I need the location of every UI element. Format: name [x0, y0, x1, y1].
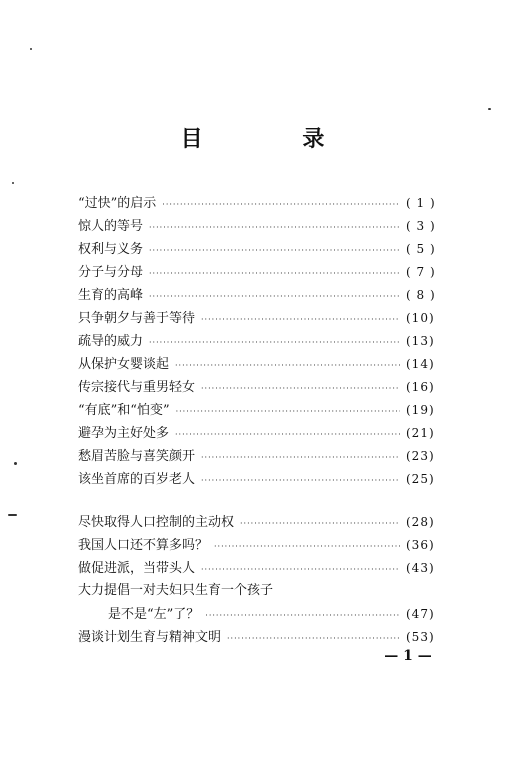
toc-entry [78, 559, 450, 577]
toc-entry-title: 只争朝夕与善于等待 [78, 311, 196, 326]
toc-entry-title: 是不是“左”了？ [108, 607, 200, 622]
toc-entry [78, 424, 450, 442]
leader-dots [176, 403, 400, 421]
toc-entry-page: ( 5 ) [406, 242, 436, 256]
toc-entry [78, 332, 450, 350]
toc-entry [78, 309, 450, 327]
toc-entry-title: 避孕为主好处多 [78, 426, 170, 441]
toc-entry-page: (21) [406, 426, 435, 440]
leader-dots [205, 607, 400, 625]
toc-entry [78, 401, 450, 419]
toc-entry [78, 513, 450, 531]
toc-entry [78, 217, 450, 235]
toc-entry-title: 疏导的威力 [78, 334, 144, 349]
scan-speck [12, 182, 14, 184]
toc-entry-continuation [78, 605, 450, 623]
leader-dots [214, 538, 400, 556]
toc-entry-page: ( 8 ) [406, 288, 436, 302]
toc-entry [78, 447, 450, 465]
toc-entry [78, 582, 450, 600]
toc-entry-title: 做促进派，当带头人 [78, 561, 196, 576]
toc-entry-title: 分子与分母 [78, 265, 144, 280]
leader-dots [149, 219, 400, 237]
leader-dots [201, 561, 400, 579]
toc-entry-title: 我国人口还不算多吗？ [78, 538, 209, 553]
leader-dots [175, 426, 400, 444]
toc-entry [78, 286, 450, 304]
leader-dots [149, 334, 400, 352]
leader-dots [162, 196, 400, 214]
toc-entry-page: (10) [406, 311, 435, 325]
scan-speck [14, 462, 17, 465]
toc-entry [78, 536, 450, 554]
leader-dots [175, 357, 400, 375]
toc-entry-page: (36) [406, 538, 435, 552]
toc-entry [78, 470, 450, 488]
toc-entry-page: (14) [406, 357, 435, 371]
leader-dots [201, 311, 400, 329]
toc-entry [78, 355, 450, 373]
leader-dots [149, 242, 400, 260]
toc-entry-title: 尽快取得人口控制的主动权 [78, 515, 235, 530]
scan-speck [30, 48, 32, 50]
toc-entry [78, 240, 450, 258]
toc-entry-page: ( 7 ) [406, 265, 436, 279]
toc-entry-page: (23) [406, 449, 435, 463]
toc-entry-page: (16) [406, 380, 435, 394]
toc-entry-title: 从保护女婴谈起 [78, 357, 170, 372]
leader-dots [201, 380, 400, 398]
toc-entry-page: ( 1 ) [406, 196, 436, 210]
toc-entry-page: (47) [406, 607, 435, 621]
toc-entry [78, 378, 450, 396]
toc-entry-page: ( 3 ) [406, 219, 436, 233]
leader-dots [149, 265, 400, 283]
toc-entry-title: 该坐首席的百岁老人 [78, 472, 196, 487]
toc-entry-title: 漫谈计划生育与精神文明 [78, 630, 222, 645]
toc-entry-page: (53) [406, 630, 435, 644]
toc-entry-title: “过快”的启示 [78, 196, 157, 211]
toc-entry-title: 惊人的等号 [78, 219, 144, 234]
toc-entry-title: “有底”和“怕变” [78, 403, 170, 418]
toc-entry-title: 生育的高峰 [78, 288, 144, 303]
leader-dots [201, 449, 400, 467]
scan-speck [488, 108, 491, 110]
leader-dots [240, 515, 400, 533]
toc-entry-title: 愁眉苦脸与喜笑颜开 [78, 449, 196, 464]
toc-entry [78, 194, 450, 212]
toc-entry-title: 大力提倡一对夫妇只生育一个孩子 [78, 583, 274, 598]
scan-speck [8, 514, 17, 516]
toc-entry-page: (19) [406, 403, 435, 417]
toc-entry-title: 权利与义务 [78, 242, 144, 257]
toc-entry-page: (28) [406, 515, 435, 529]
page-number-footer: — 1 — [384, 648, 432, 664]
toc-entry [78, 628, 450, 646]
leader-dots [227, 630, 400, 648]
toc-entry-page: (43) [406, 561, 435, 575]
leader-dots [149, 288, 400, 306]
leader-dots [201, 472, 400, 490]
page-title: 目 录 [180, 127, 371, 152]
toc-entry-title: 传宗接代与重男轻女 [78, 380, 196, 395]
toc-entry-page: (13) [406, 334, 435, 348]
toc-entry-page: (25) [406, 472, 435, 486]
toc-entry [78, 263, 450, 281]
